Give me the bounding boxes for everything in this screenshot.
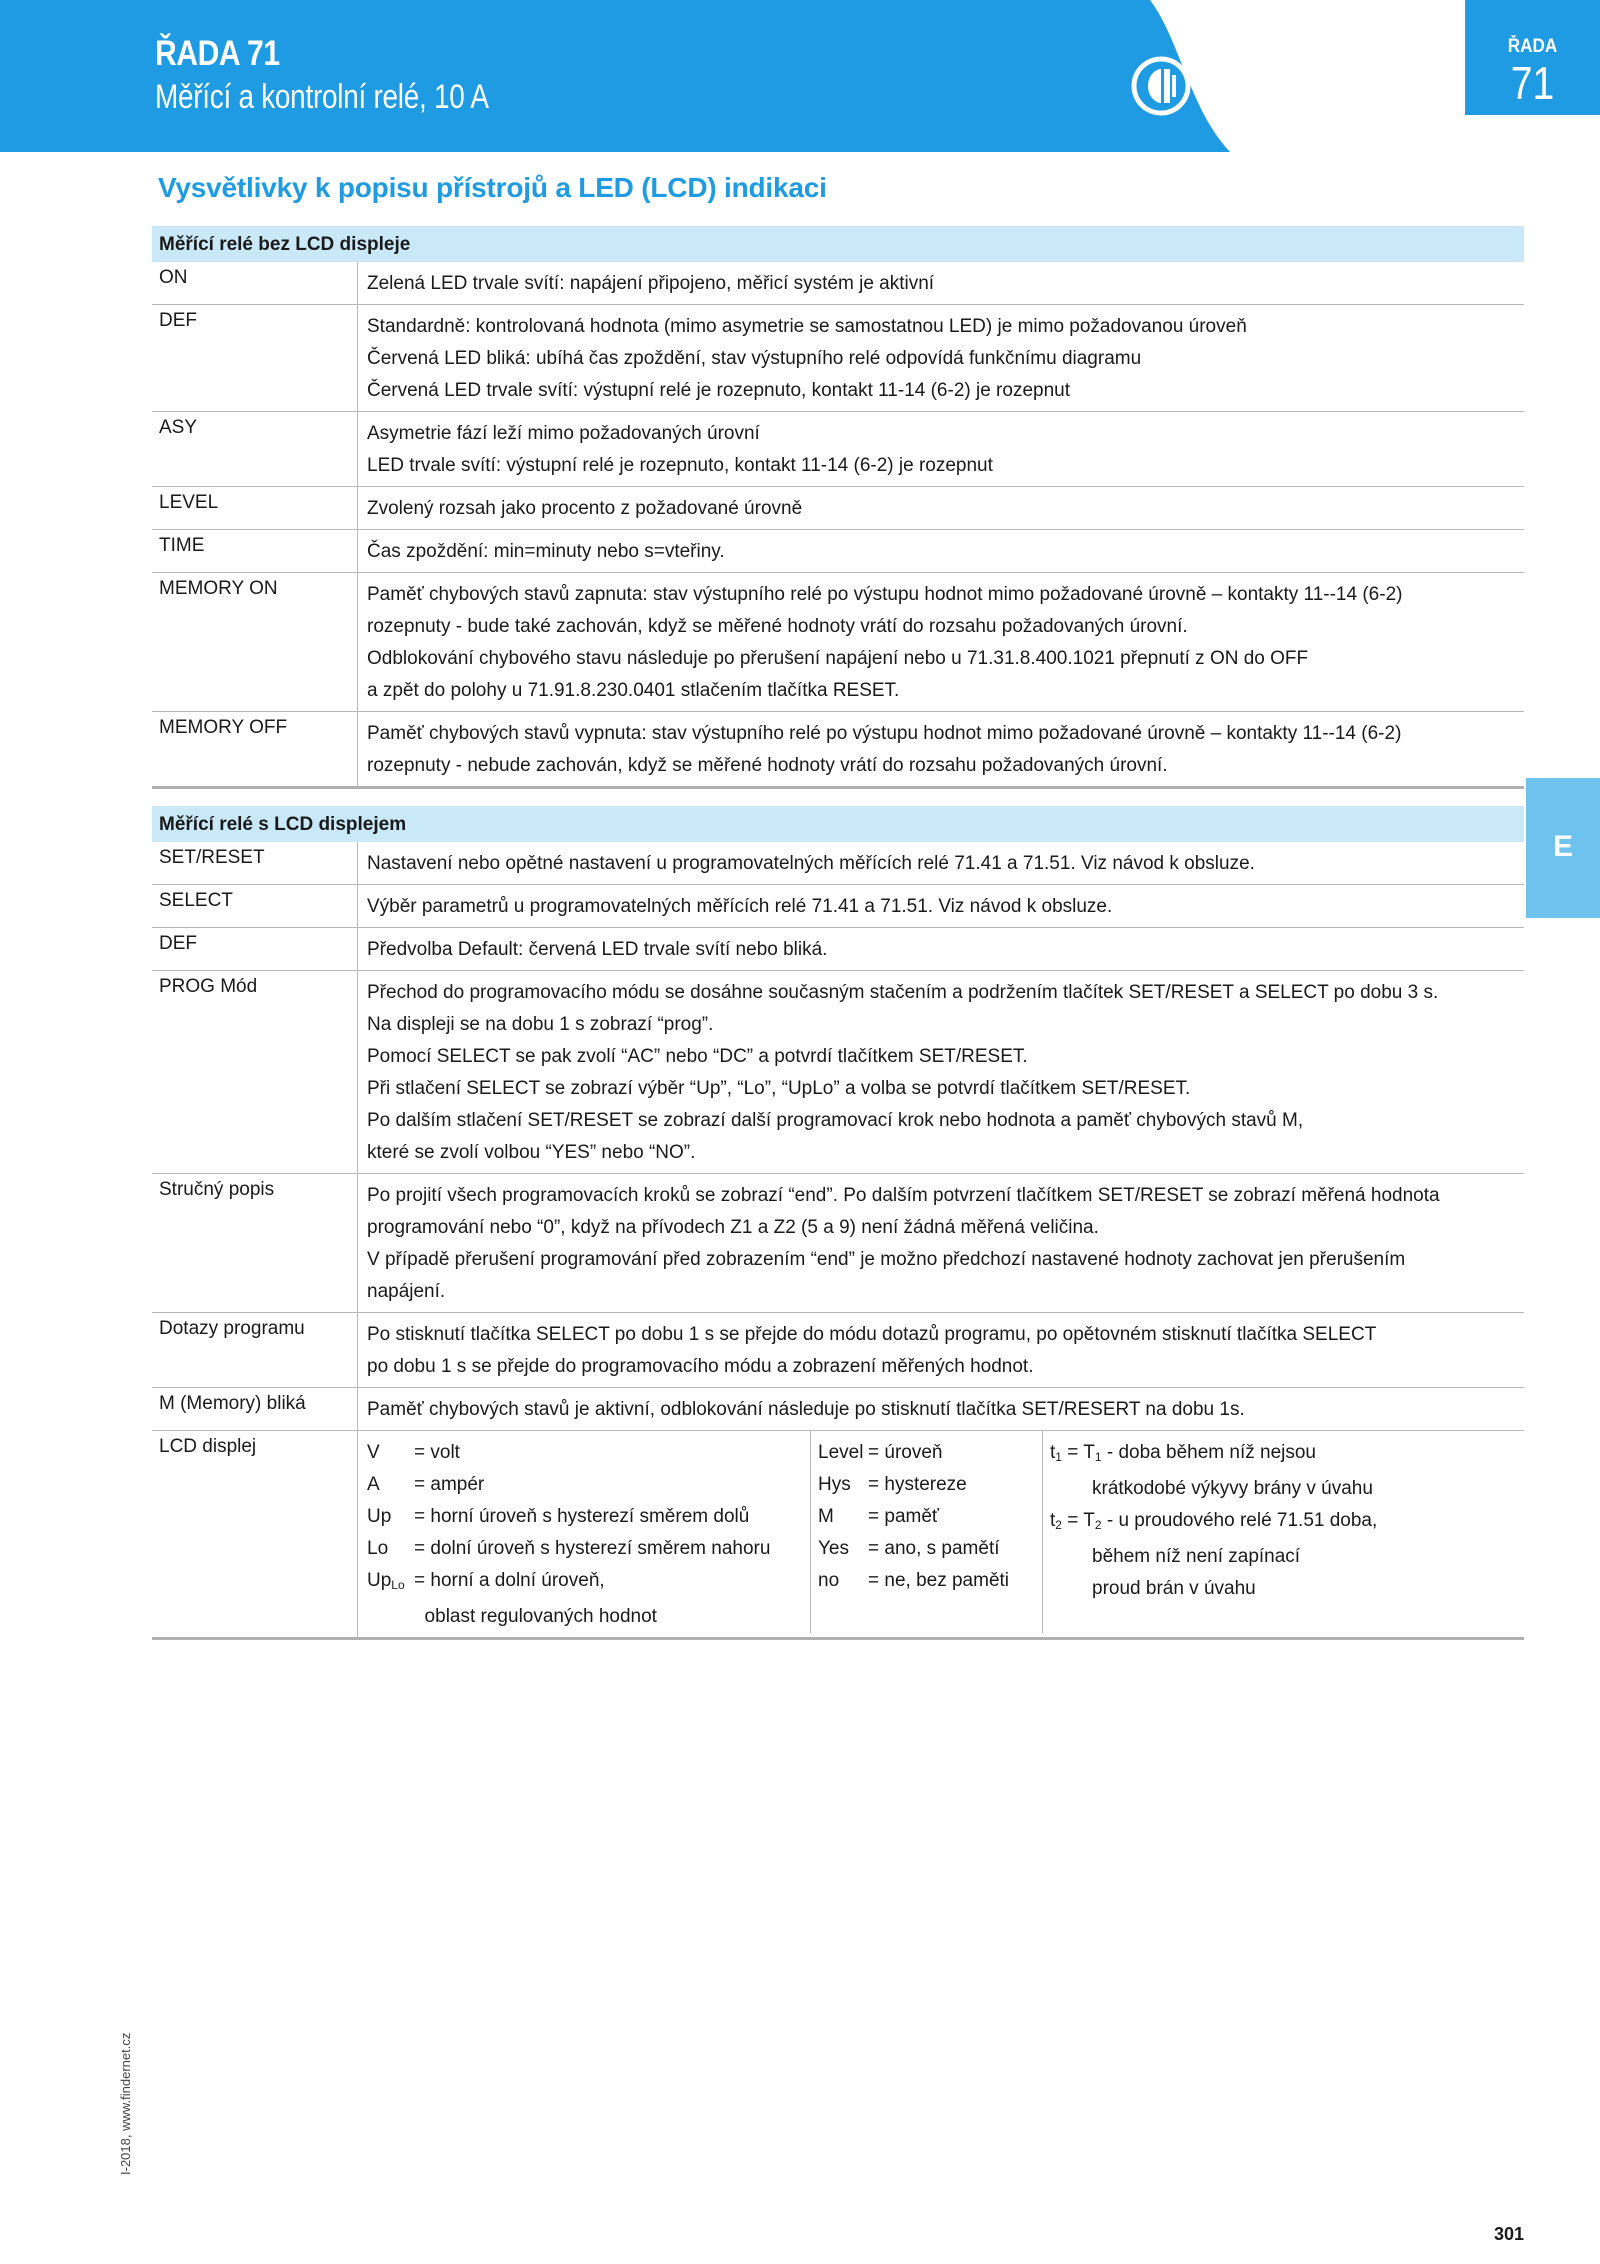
lcd-legend-t2-cont: během níž není zapínací [1092,1546,1301,1567]
series-box-number: 71 [1510,57,1555,109]
row-value-line: Červená LED bliká: ubíhá čas zpoždění, stav výstupního relé odpovídá funkčnímu diagramu [367,348,1142,369]
table-row [152,412,1524,487]
lcd-symbol [367,1601,414,1633]
row-value-line: LED trvale svítí: výstupní relé je rozepnuto, kontakt 11-14 (6-2) je rozepnut [367,455,993,476]
table-row [152,1388,1524,1431]
row-value-line: Po stisknutí tlačítka SELECT po dobu 1 s se přejde do módu dotazů programu, po opětovném stisknutí tlačítka SELECT [367,1324,1377,1345]
row-value-line: Předvolba Default: červená LED trvale svítí nebo bliká. [367,939,828,960]
row-value [357,530,1524,572]
row-key: M (Memory) bliká [159,1393,306,1414]
lcd-symbol: $Up_{Lo}$ [367,1570,405,1592]
lcd-legend-t1: $t_1 = T_1$ - doba během níž nejsou [1050,1442,1316,1464]
lcd-symbol: A [367,1474,380,1495]
lcd-legend-item [367,1501,810,1533]
row-value-line: rozepnuty - bude také zachován, když se měřené hodnoty vrátí do rozsahu požadovaných úrovní. [367,616,1188,637]
lcd-legend-item [367,1565,810,1601]
row-value-line: Paměť chybových stavů vypnuta: stav výstupního relé po výstupu hodnot mimo požadované úrovně – kontakty 11--14 (6-2) [367,723,1402,744]
row-value-line: V případě přerušení programování před zobrazením “end” je možno předchozí nastavené hodnoty zachovat jen přerušením [367,1249,1406,1270]
table-row [152,928,1524,971]
row-value-line: Po projití všech programovacích kroků se zobrazí “end”. Po dalším potvrzení tlačítkem SET/RESET se zobrazí měřená hodnota [367,1185,1440,1206]
lcd-legend-t2: $t_2 = T_2 - u$ proudového relé 71.51 doba, [1050,1510,1378,1532]
row-value-line: Při stlačení SELECT se zobrazí výběr “Up”, “Lo”, “UpLo” a volba se potvrdí tlačítkem SET/RESET. [367,1078,1191,1099]
lcd-description: oblast regulovaných hodnot [414,1606,657,1627]
lcd-description: = úroveň [868,1442,943,1463]
row-key: Stručný popis [159,1179,275,1200]
row-value [357,712,1524,786]
lcd-description: = horní úroveň s hysterezí směrem dolů [414,1506,750,1527]
lcd-display-row [152,1431,1524,1640]
row-key: MEMORY OFF [159,717,288,738]
lcd-description: = ano, s pamětí [868,1538,1000,1559]
row-value-line: Zelená LED trvale svítí: napájení připojeno, měřicí systém je aktivní [367,273,935,294]
row-key: SET/RESET [159,847,265,868]
table-row [152,885,1524,928]
row-value-line: Na displeji se na dobu 1 s zobrazí “prog”. [367,1014,714,1035]
lcd-symbol: Hys [818,1474,851,1495]
row-key: ASY [159,417,198,438]
table-row [152,487,1524,530]
section-title: Měřící relé bez LCD displeje [152,226,1524,262]
lcd-description: = hystereze [868,1474,967,1495]
row-value-line: Červená LED trvale svítí: výstupní relé je rozepnuto, kontakt 11-14 (6-2) je rozepnut [367,380,1070,401]
row-value-line: po dobu 1 s se přejde do programovacího módu a zobrazení měřených hodnot. [367,1356,1034,1377]
lcd-symbol: Lo [367,1538,389,1559]
finder-logo-text: finder [1198,61,1315,110]
table-row [152,262,1524,305]
lcd-legend-item [818,1469,1042,1501]
row-key: LEVEL [159,492,219,513]
row-value [357,573,1524,711]
row-value-line: Odblokování chybového stavu následuje po přerušení napájení nebo u 71.31.8.400.1021 přepnutí z ON do OFF [367,648,1309,669]
lcd-legend-item [367,1469,810,1501]
lcd-legend-item [818,1565,1042,1597]
row-value-line: Pomocí SELECT se pak zvolí “AC” nebo “DC” a potvrdí tlačítkem SET/RESET. [367,1046,1028,1067]
lcd-symbol: Level [818,1442,864,1463]
series-subtitle: Měřící a kontrolní relé, 10 A [155,78,489,116]
table-row [152,712,1524,789]
row-value [357,487,1524,529]
row-value [357,1174,1524,1312]
row-value [357,928,1524,970]
table-row [152,842,1524,885]
lcd-description: = dolní úroveň s hysterezí směrem nahoru [414,1538,771,1559]
row-value-line: Zvolený rozsah jako procento z požadované úrovně [367,498,803,519]
row-value-line: rozepnuty - nebude zachován, když se měřené hodnoty vrátí do rozsahu požadovaných úrovní. [367,755,1168,776]
finder-logo-icon [1130,55,1192,117]
row-value [357,842,1524,884]
row-value [357,305,1524,411]
series-title: ŘADA 71 [155,34,280,73]
lcd-legend-item [818,1533,1042,1565]
lcd-legend [357,1431,1524,1637]
lcd-legend-item [818,1437,1042,1469]
row-key: Dotazy programu [159,1318,305,1339]
row-key: PROG Mód [159,976,258,997]
lcd-description: = ampér [414,1474,485,1495]
lcd-symbol: V [367,1442,380,1463]
row-value-line: které se zvolí volbou “YES” nebo “NO”. [367,1142,696,1163]
row-value-line: programování nebo “0”, když na přívodech Z1 a Z2 (5 a 9) není žádná měřená veličina. [367,1217,1099,1238]
lcd-symbol: Yes [818,1538,849,1559]
section-with-lcd [152,806,1524,1640]
row-key: MEMORY ON [159,578,278,599]
row-value-line: Standardně: kontrolovaná hodnota (mimo asymetrie se samostatnou LED) je mimo požadovanou úroveň [367,316,1247,337]
row-value-line: napájení. [367,1281,446,1302]
row-value [357,1313,1524,1387]
lcd-legend-item [367,1533,810,1565]
page-number: 301 [1494,2224,1525,2244]
row-key: ON [159,267,188,288]
row-key: SELECT [159,890,233,911]
table-row [152,1174,1524,1313]
row-value [357,971,1524,1173]
row-key: LCD displej [159,1436,257,1457]
footer-note: I-2018, www.findernet.cz [118,2032,133,2175]
lcd-legend-col3 [1043,1431,1377,1633]
row-value-line: Paměť chybových stavů zapnuta: stav výstupního relé po výstupu hodnot mimo požadované úrovně – kontakty 11--14 (6-2) [367,584,1403,605]
row-value [357,1388,1524,1430]
row-value-line: Výběr parametrů u programovatelných měřících relé 71.41 a 71.51. Viz návod k obsluze. [367,896,1113,917]
series-box [1465,0,1600,115]
series-box-label: ŘADA [1507,36,1558,57]
lcd-legend-t1-cont: krátkodobé výkyvy brány v úvahu [1092,1478,1373,1499]
row-value-line: a zpět do polohy u 71.91.8.230.0401 stlačením tlačítka RESET. [367,680,900,701]
table-row [152,530,1524,573]
row-value [357,885,1524,927]
section-title: Měřící relé s LCD displejem [152,806,1524,842]
lcd-legend-t2-cont: proud brán v úvahu [1092,1578,1256,1599]
row-key: TIME [159,535,205,556]
lcd-description: = volt [414,1442,460,1463]
row-key: DEF [159,933,197,954]
lcd-description: = paměť [868,1506,940,1527]
row-value-line: Přechod do programovacího módu se dosáhne současným stačením a podržením tlačítek SET/RESET a SELECT po dobu 3 s. [367,982,1439,1003]
row-value-line: Asymetrie fází leží mimo požadovaných úrovní [367,423,760,444]
lcd-legend-item [367,1601,810,1633]
row-value-line: Paměť chybových stavů je aktivní, odblokování následuje po stisknutí tlačítka SET/RESERT na dobu 1s. [367,1399,1245,1420]
row-key: DEF [159,310,197,331]
lcd-legend-col1 [358,1431,811,1633]
table-row [152,573,1524,712]
row-value [357,262,1524,304]
header-band [0,0,1600,152]
lcd-legend-col2 [811,1431,1043,1633]
row-value-line: Nastavení nebo opětné nastavení u programovatelných měřících relé 71.41 a 71.51. Viz návod k obsluze. [367,853,1255,874]
section-tab-e[interactable]: E [1526,778,1600,918]
row-value [357,412,1524,486]
lcd-legend-item [818,1501,1042,1533]
finder-logo [1130,55,1314,117]
row-value-line: Čas zpoždění: min=minuty nebo s=vteřiny. [367,541,725,562]
page-header [0,0,1600,152]
table-row [152,305,1524,412]
table-row [152,971,1524,1174]
lcd-symbol: M [818,1506,834,1527]
lcd-symbol: no [818,1570,840,1591]
section-without-lcd [152,226,1524,789]
lcd-symbol: Up [367,1506,392,1527]
page-heading: Vysvětlivky k popisu přístrojů a LED (LCD) indikaci [158,172,827,203]
lcd-description: = ne, bez paměti [868,1570,1010,1591]
lcd-description: = horní a dolní úroveň, [414,1570,605,1591]
table-row [152,1313,1524,1388]
lcd-legend-item [367,1437,810,1469]
row-value-line: Po dalším stlačení SET/RESET se zobrazí další programovací krok nebo hodnota a paměť chybových stavů M, [367,1110,1304,1131]
